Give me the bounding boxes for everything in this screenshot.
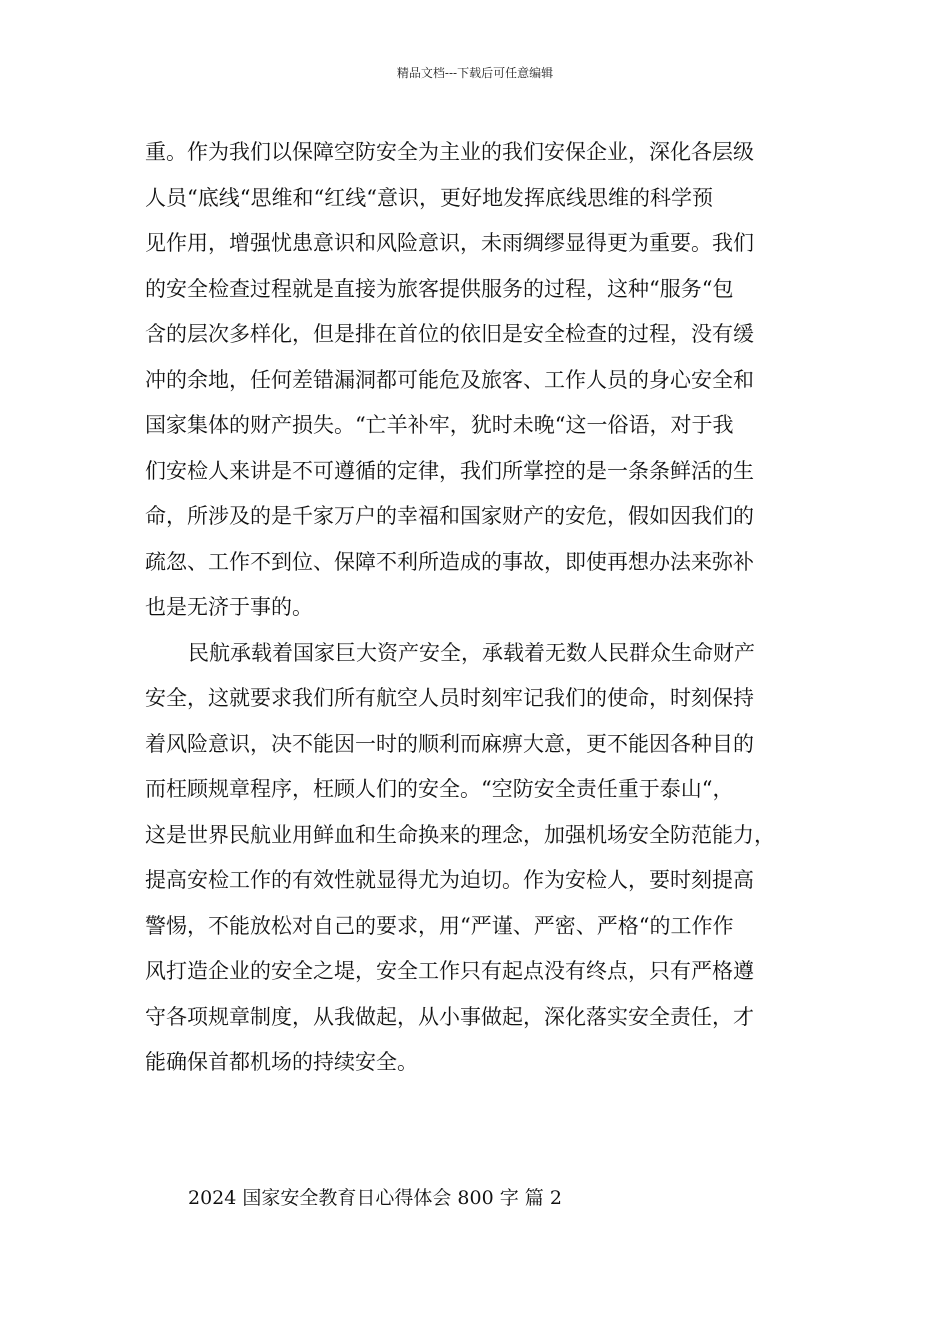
text-line: 命，所涉及的是千家万户的幸福和国家财产的安危，假如因我们的 <box>145 504 754 528</box>
body-text <box>145 130 825 1086</box>
paragraph-2 <box>145 631 825 1086</box>
text-line: 这是世界民航业用鲜血和生命换来的理念，加强机场安全防范能力， <box>145 822 775 847</box>
text-line: 的安全检查过程就是直接为旅客提供服务的过程，这种“服务“包 <box>145 276 734 301</box>
section-title: 2024 国家安全教育日心得体会 800 字 篇 2 <box>188 1187 562 1209</box>
text-line: 安全，这就要求我们所有航空人员时刻牢记我们的使命，时刻保持 <box>145 686 754 710</box>
text-line: 着风险意识，决不能因一时的顺利而麻痹大意，更不能因各种目的 <box>145 731 754 756</box>
page-header: 精品文档---下载后可任意编辑 <box>396 66 554 80</box>
text-line: 守各项规章制度，从我做起，从小事做起，深化落实安全责任，才 <box>145 1004 754 1029</box>
text-line: 疏忽、工作不到位、保障不利所造成的事故，即使再想办法来弥补 <box>145 549 754 574</box>
text-line: 们安检人来讲是不可遵循的定律，我们所掌控的是一条条鲜活的生 <box>145 458 754 483</box>
text-line: 含的层次多样化，但是排在首位的依旧是安全检查的过程，没有缓 <box>145 322 754 346</box>
text-line: 也是无济于事的。 <box>145 595 313 619</box>
text-line: 风打造企业的安全之堤，安全工作只有起点没有终点，只有严格遵 <box>145 959 754 983</box>
paragraph-1 <box>145 130 825 631</box>
text-line: 冲的余地，任何差错漏洞都可能危及旅客、工作人员的身心安全和 <box>145 367 754 392</box>
text-line: 重。作为我们以保障空防安全为主业的我们安保企业，深化各层级 <box>145 140 754 164</box>
text-line: 而枉顾规章程序，枉顾人们的安全。“空防安全责任重于泰山“， <box>145 777 734 801</box>
text-line: 能确保首都机场的持续安全。 <box>145 1050 418 1074</box>
text-line: 人员“底线“思维和“红线“意识，更好地发挥底线思维的科学预 <box>145 185 713 210</box>
text-line: 民航承载着国家巨大资产安全，承载着无数人民群众生命财产 <box>188 640 755 665</box>
text-line: 警惕，不能放松对自己的要求，用“严谨、严密、严格“的工作作 <box>145 913 734 938</box>
text-line: 提高安检工作的有效性就显得尤为迫切。作为安检人，要时刻提高 <box>145 868 754 892</box>
text-line: 国家集体的财产损失。“亡羊补牢，犹时未晚“这一俗语，对于我 <box>145 413 734 437</box>
text-line: 见作用，增强忧患意识和风险意识，未雨绸缪显得更为重要。我们 <box>145 231 754 255</box>
